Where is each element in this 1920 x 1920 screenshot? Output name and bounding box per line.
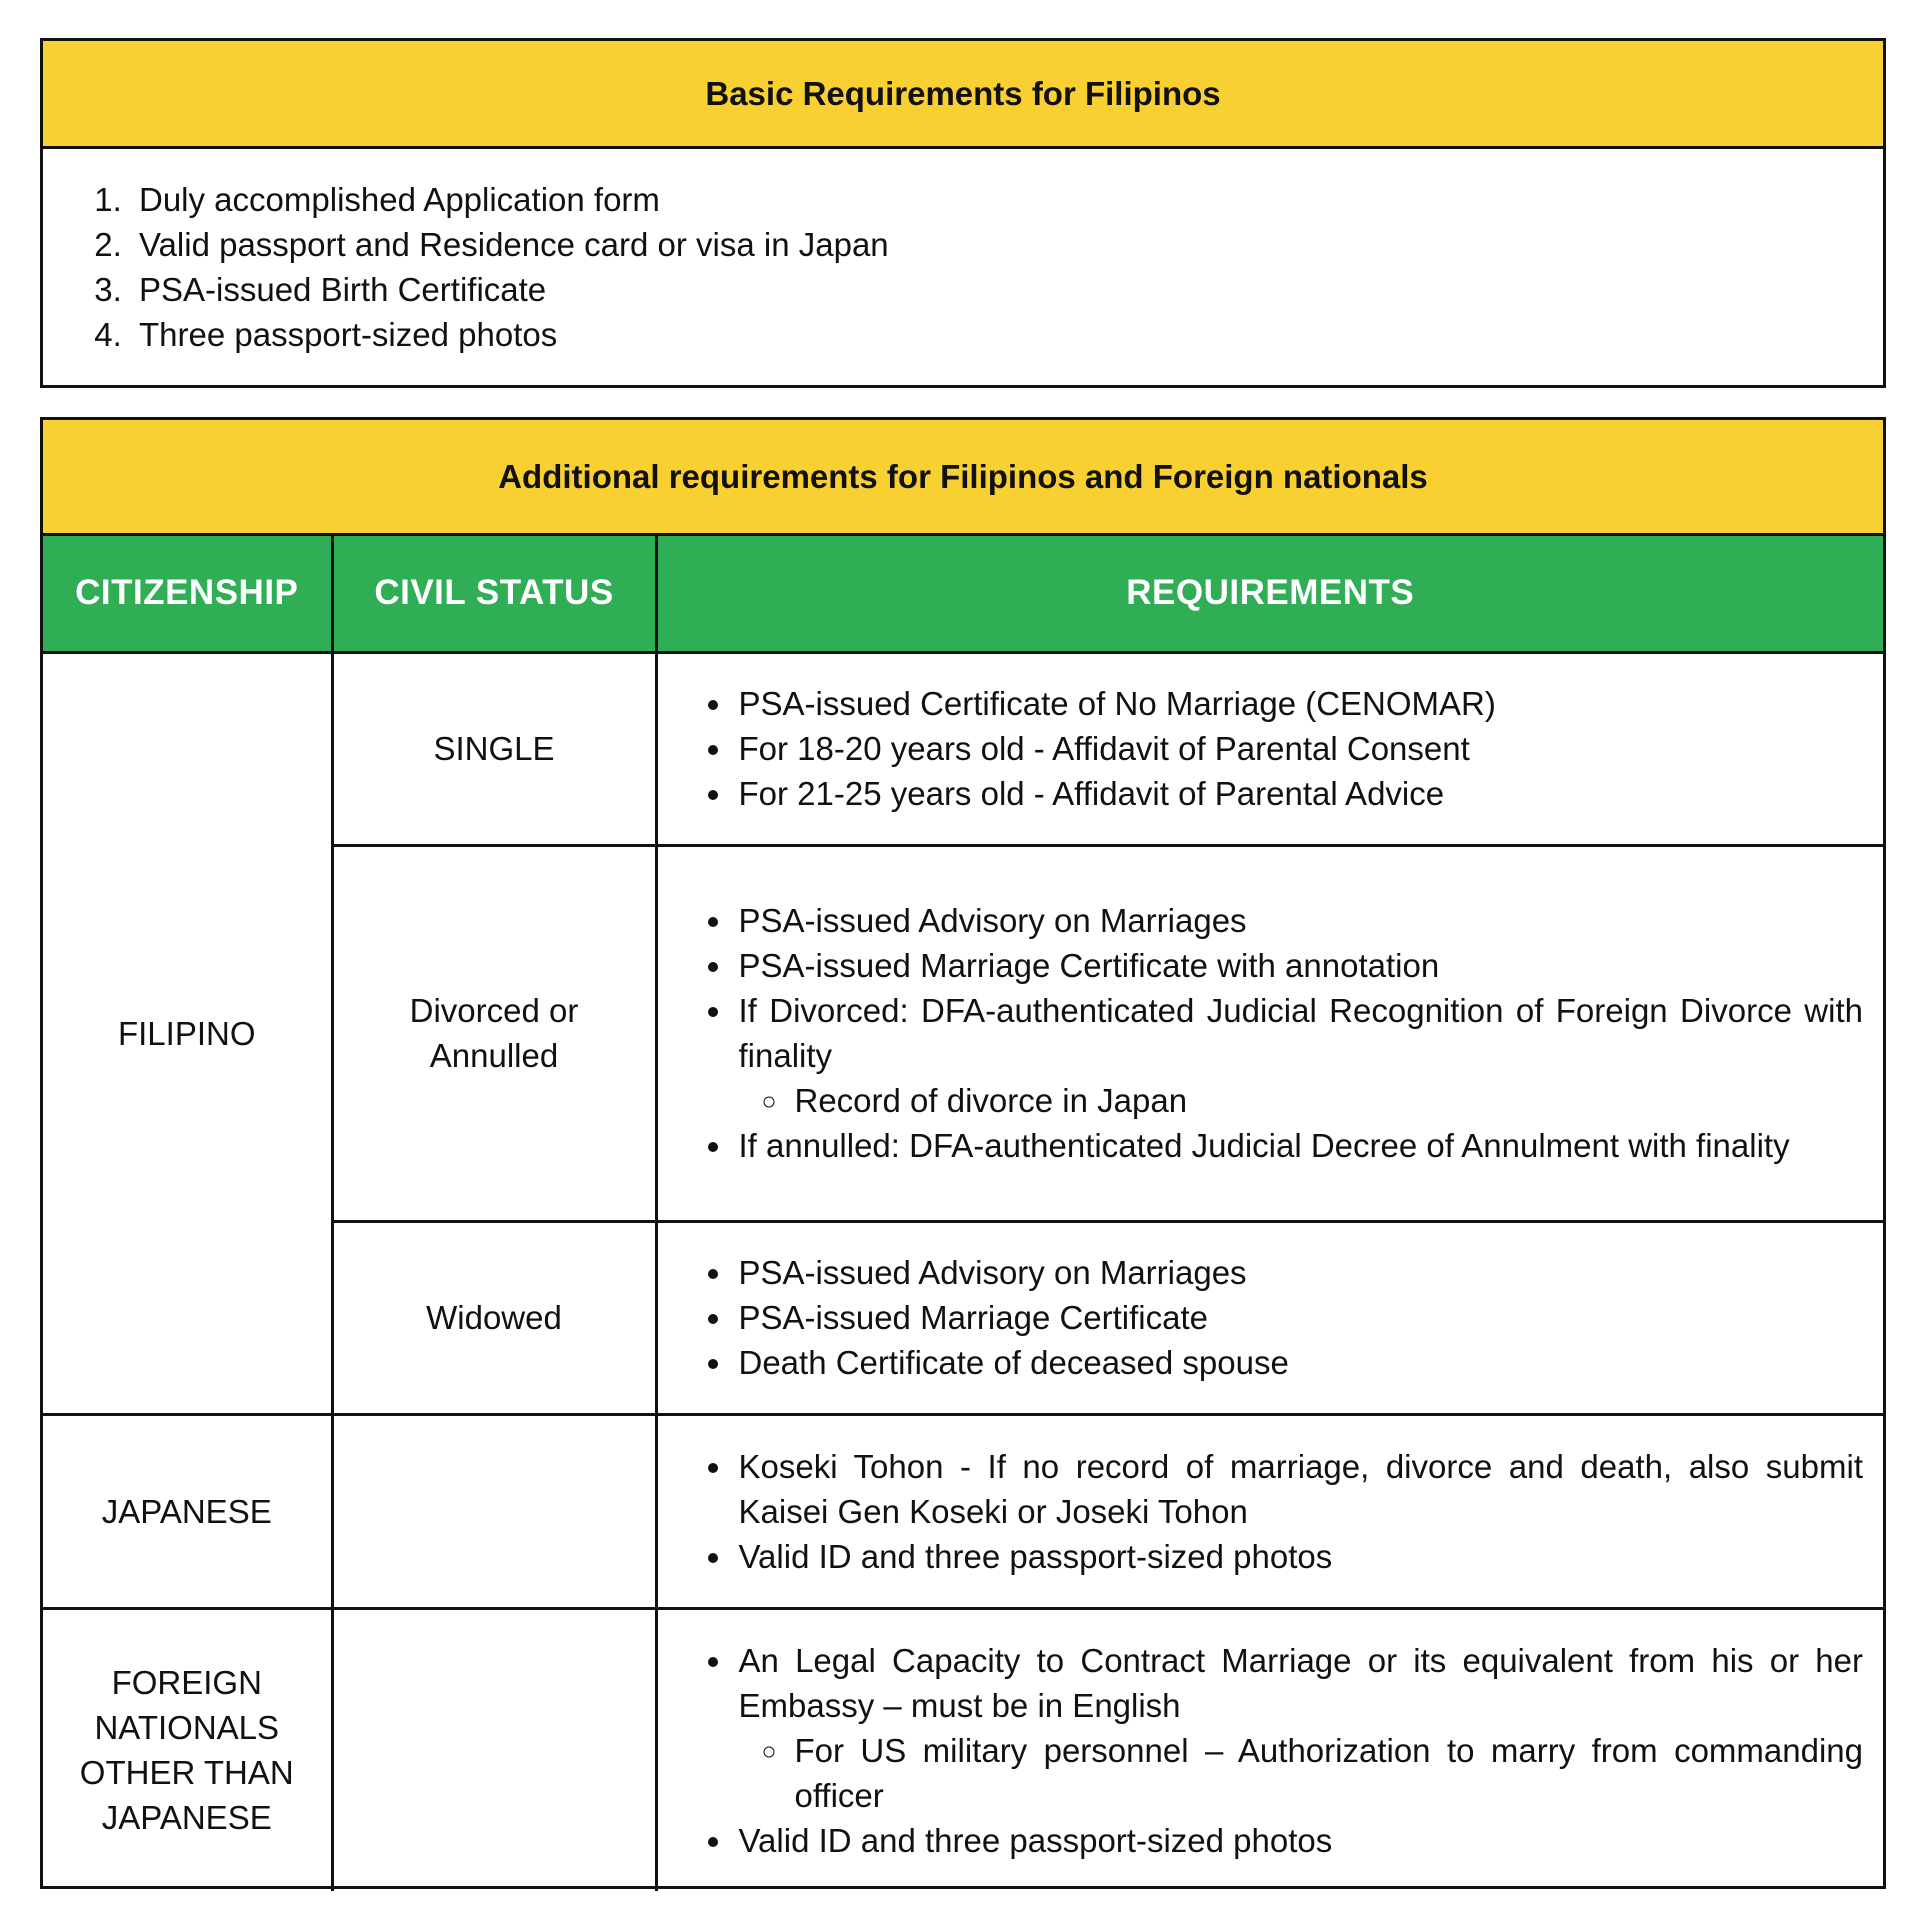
citizenship-filipino: FILIPINO — [43, 652, 332, 1414]
list-item: • Valid ID and three passport-sized photos — [735, 1534, 1864, 1579]
list-item: 2. Valid passport and Residence card or visa in Japan — [131, 222, 1883, 267]
requirements-foreign — [656, 1608, 1883, 1891]
sub-list-item: ◦ Record of divorce in Japan — [791, 1078, 1864, 1123]
civil-status-japanese — [332, 1414, 656, 1608]
citizenship-foreign: FOREIGN NATIONALS OTHER THAN JAPANESE — [43, 1608, 332, 1891]
list-item: • PSA-issued Marriage Certificate — [735, 1295, 1864, 1340]
requirements-japanese — [656, 1414, 1883, 1608]
list-item: • For 21-25 years old - Affidavit of Parental Advice — [735, 771, 1864, 816]
civil-status-widowed: Widowed — [332, 1221, 656, 1414]
basic-requirements-list — [43, 149, 1883, 357]
list-item: • Valid ID and three passport-sized photos — [735, 1818, 1864, 1863]
additional-requirements-box — [40, 417, 1886, 1889]
list-item: • Koseki Tohon - If no record of marriage, divorce and death, also submit Kaisei Gen Koseki or Joseki Tohon — [735, 1444, 1864, 1534]
table-row — [43, 1608, 1883, 1891]
basic-requirements-title: Basic Requirements for Filipinos — [43, 41, 1883, 149]
list-item-text: An Legal Capacity to Contract Marriage or its equivalent from his or her Embassy – must be in English — [738, 1641, 1863, 1724]
table-row — [43, 652, 1883, 845]
requirements-table — [43, 536, 1883, 1891]
list-item — [735, 1638, 1864, 1818]
header-civil-status: CIVIL STATUS — [332, 536, 656, 652]
additional-requirements-title: Additional requirements for Filipinos and Foreign nationals — [43, 420, 1883, 536]
header-requirements: REQUIREMENTS — [656, 536, 1883, 652]
list-item: • PSA-issued Marriage Certificate with annotation — [735, 943, 1864, 988]
requirements-divorced — [656, 845, 1883, 1221]
citizenship-japanese: JAPANESE — [43, 1414, 332, 1608]
list-item: • For 18-20 years old - Affidavit of Parental Consent — [735, 726, 1864, 771]
list-item — [735, 988, 1864, 1123]
list-item: • If annulled: DFA-authenticated Judicial Decree of Annulment with finality — [735, 1123, 1864, 1168]
sub-list-item: ◦ For US military personnel – Authorization to marry from commanding officer — [791, 1728, 1864, 1818]
table-row — [43, 1414, 1883, 1608]
list-item: • PSA-issued Advisory on Marriages — [735, 1250, 1864, 1295]
list-item: • Death Certificate of deceased spouse — [735, 1340, 1864, 1385]
list-item: • PSA-issued Certificate of No Marriage (CENOMAR) — [735, 681, 1864, 726]
list-item-text: If Divorced: DFA-authenticated Judicial Recognition of Foreign Divorce with finality — [738, 992, 1863, 1074]
list-item: 4. Three passport-sized photos — [131, 312, 1883, 357]
list-item: 1. Duly accomplished Application form — [131, 177, 1883, 222]
requirements-single — [656, 652, 1883, 845]
list-item: 3. PSA-issued Birth Certificate — [131, 267, 1883, 312]
requirements-widowed — [656, 1221, 1883, 1414]
civil-status-divorced: Divorced or Annulled — [332, 845, 656, 1221]
basic-requirements-box — [40, 38, 1886, 388]
civil-status-foreign — [332, 1608, 656, 1891]
civil-status-single: SINGLE — [332, 652, 656, 845]
table-header-row — [43, 536, 1883, 652]
list-item: • PSA-issued Advisory on Marriages — [735, 898, 1864, 943]
header-citizenship: CITIZENSHIP — [43, 536, 332, 652]
